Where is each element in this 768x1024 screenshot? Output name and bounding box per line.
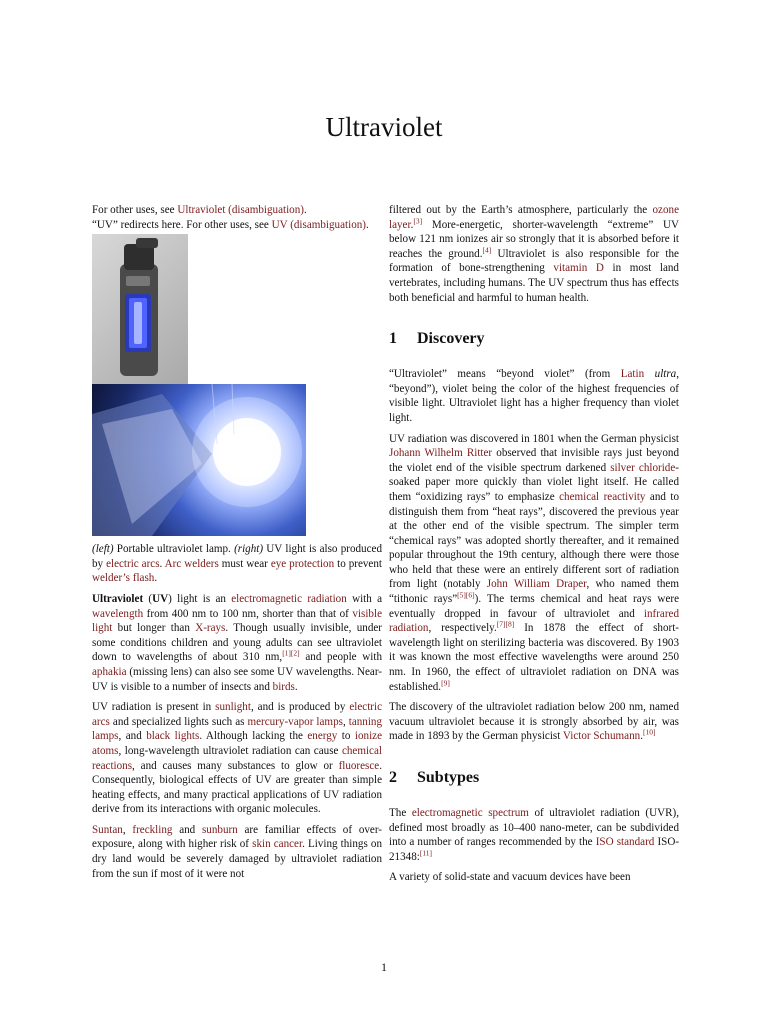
discovery-paragraph-3: The discovery of the ultraviolet radiation below 200 nm, named vacuum ultraviolet because it is strongly absorbed by air, was made in 1893 by the German physicist Victor Schumann.[10] bbox=[389, 701, 679, 743]
citation-11[interactable]: [11] bbox=[419, 848, 433, 858]
right-column bbox=[389, 203, 679, 891]
link-electromagnetic-radiation[interactable]: electromagnetic radiation bbox=[231, 592, 347, 605]
sources-paragraph: UV radiation is present in sunlight, and is produced by electric arcs and specialized lights such as mercury-vapor lamps, tanning lamps, and black lights. Although lacking the energy to ionize atoms, long-wavelength ultraviolet radiation can cause chemical reactions, and causes many substances to glow or fluoresce. Consequently, biological effects of UV are greater than simple heating effects, and many practical applications of UV radiation derive from its interactions with organic molecules. bbox=[92, 701, 383, 816]
welding-arc-drawing bbox=[92, 384, 306, 536]
hatnote-disambiguation: For other uses, see Ultraviolet (disambiguation). bbox=[92, 204, 307, 216]
link-sunlight[interactable]: sunlight bbox=[215, 701, 251, 714]
citation-1-2[interactable]: [1][2] bbox=[282, 648, 300, 658]
link-john-william-draper[interactable]: John William Draper bbox=[486, 578, 587, 591]
link-silver-chloride[interactable]: silver chloride bbox=[610, 461, 676, 474]
link-aphakia[interactable]: aphakia bbox=[92, 665, 127, 678]
link-ultraviolet-disambiguation[interactable]: Ultraviolet (disambiguation) bbox=[177, 204, 304, 216]
subtypes-paragraph-2: A variety of solid-state and vacuum devices have been bbox=[389, 871, 631, 884]
link-victor-schumann[interactable]: Victor Schumann bbox=[562, 730, 641, 743]
page-title: Ultraviolet bbox=[325, 112, 443, 142]
link-electric-arcs-2[interactable]: electric arcs bbox=[92, 701, 382, 728]
uv-lamp-drawing bbox=[92, 234, 188, 384]
discovery-paragraph-1: “Ultraviolet” means “beyond violet” (from Latin ultra, “beyond”), violet being the color of the highest frequencies of visible light. Ultraviolet light has a higher frequency than violet light. bbox=[389, 368, 679, 424]
link-infrared-radiation[interactable]: infrared radiation bbox=[389, 607, 679, 635]
electric-arc-welding-image[interactable] bbox=[92, 384, 306, 536]
link-vitamin-d[interactable]: vitamin D bbox=[553, 262, 604, 275]
link-birds[interactable]: birds bbox=[272, 680, 295, 693]
link-eye-protection[interactable]: eye protection bbox=[270, 557, 335, 570]
link-chemical-reactions[interactable]: chemical reactions bbox=[92, 744, 382, 772]
link-skin-cancer[interactable]: skin cancer bbox=[252, 838, 303, 851]
link-electromagnetic-spectrum[interactable]: electromagnetic spectrum bbox=[411, 807, 529, 819]
link-suntan[interactable]: Suntan bbox=[92, 823, 123, 836]
atmosphere-paragraph: filtered out by the Earth’s atmosphere, particularly the ozone layer.[3] More-energetic, shorter-wavelength “extreme” UV below 121 nm ionizes air so strongly that it is absorbed before it reaches the ground.[4] Ultraviolet is also responsible for the formation of bone-strengthening vitamin D in most land vertebrates, including humans. The UV spectrum thus has effects both beneficial and harmful to human health. bbox=[389, 204, 679, 304]
intro-paragraph: Ultraviolet (UV) light is an electromagnetic radiation with a wavelength from 400 nm to 100 nm, shorter than that of visible light but longer than X-rays. Though usually invisible, under some conditions children and young adults can see ultraviolet down to wavelengths of about 310 nm,[1][2] and people with aphakia (missing lens) can also see some UV wavelengths. Near-UV is visible to a number of insects and birds. bbox=[92, 592, 383, 693]
effects-paragraph: Suntan, freckling and sunburn are familiar effects of over-exposure, along with higher risk of skin cancer. Living things on dry land would be severely damaged by ultraviolet radiation from the sun if most of it were not bbox=[92, 823, 383, 880]
link-latin[interactable]: Latin bbox=[620, 368, 645, 381]
link-wavelength[interactable]: wavelength bbox=[92, 607, 144, 620]
link-black-lights[interactable]: black lights bbox=[146, 730, 200, 743]
portable-uv-lamp-image[interactable] bbox=[92, 234, 188, 384]
link-uv-disambiguation[interactable]: UV (disambiguation) bbox=[271, 218, 366, 231]
citation-3[interactable]: [3] bbox=[413, 215, 423, 225]
hatnote-uv-redirect: “UV” redirects here. For other uses, see UV (disambiguation). bbox=[92, 218, 369, 231]
link-mercury-vapor-lamps[interactable]: mercury-vapor lamps bbox=[247, 715, 343, 728]
section-heading-discovery: 1 Discovery bbox=[389, 330, 485, 348]
link-fluoresce[interactable]: fluoresce bbox=[338, 759, 380, 772]
link-electric-arcs[interactable]: electric arcs bbox=[106, 557, 160, 570]
figure-caption: (left) Portable ultraviolet lamp. (right) UV light is also produced by electric arcs. Arc welders must wear eye protection to prevent welder’s flash. bbox=[92, 543, 382, 585]
link-energy[interactable]: energy bbox=[307, 730, 338, 743]
link-johann-wilhelm-ritter[interactable]: Johann Wilhelm Ritter bbox=[389, 447, 493, 460]
citation-9[interactable]: [9] bbox=[441, 677, 450, 687]
citation-10[interactable]: [10] bbox=[642, 727, 656, 737]
link-arc-welders[interactable]: Arc welders bbox=[164, 557, 219, 570]
link-sunburn[interactable]: sunburn bbox=[201, 823, 238, 836]
subtypes-paragraph-1: The electromagnetic spectrum of ultraviolet radiation (UVR), defined most broadly as 10–400 nano-meter, can be subdivided into a number of ranges recommended by the ISO standard ISO-21348:[11] bbox=[389, 807, 680, 863]
link-chemical-reactivity[interactable]: chemical reactivity bbox=[559, 490, 646, 503]
section-heading-subtypes: 2 Subtypes bbox=[389, 769, 480, 786]
page-number: 1 bbox=[381, 960, 387, 974]
link-welders-flash[interactable]: welder’s flash bbox=[92, 572, 155, 585]
citation-4[interactable]: [4] bbox=[482, 245, 492, 255]
link-tanning-lamps[interactable]: tanning lamps bbox=[92, 715, 383, 743]
citation-7-8[interactable]: [7][8] bbox=[496, 619, 515, 629]
link-ozone-layer[interactable]: ozone layer bbox=[389, 204, 679, 231]
link-x-rays[interactable]: X-rays bbox=[195, 622, 226, 635]
discovery-paragraph-2: UV radiation was discovered in 1801 when the German physicist Johann Wilhelm Ritter observed that invisible rays just beyond the violet end of the visible spectrum darkened silver chloride-soaked paper more quickly than violet light itself. He called them “oxidizing rays” to emphasize chemical reactivity and to distinguish them from “heat rays”, discovered the previous year at the other end of the visible spectrum. The simpler term “chemical rays” was adopted shortly thereafter, and it remained popular throughout the 19th century, although there were those who held that these were an entirely different sort of radiation from light (notably John William Draper, who named them “tithonic rays”[5][6]). The terms chemical and heat rays were eventually dropped in favour of ultraviolet and infrared radiation, respectively.[7][8] In 1878 the effect of short-wavelength light on sterilizing bacteria was discovered. By 1903 it was known the most effective wavelengths were around 250 nm. In 1960, the effect of ultraviolet radiation on DNA was established.[9] bbox=[389, 432, 680, 693]
left-column bbox=[92, 203, 382, 887]
link-ionize-atoms[interactable]: ionize atoms bbox=[92, 730, 382, 757]
citation-5-6[interactable]: [5][6] bbox=[457, 590, 475, 600]
link-freckling[interactable]: freckling bbox=[132, 823, 173, 836]
link-visible-light[interactable]: visible light bbox=[92, 607, 382, 635]
link-iso-standard[interactable]: ISO standard bbox=[595, 836, 655, 849]
